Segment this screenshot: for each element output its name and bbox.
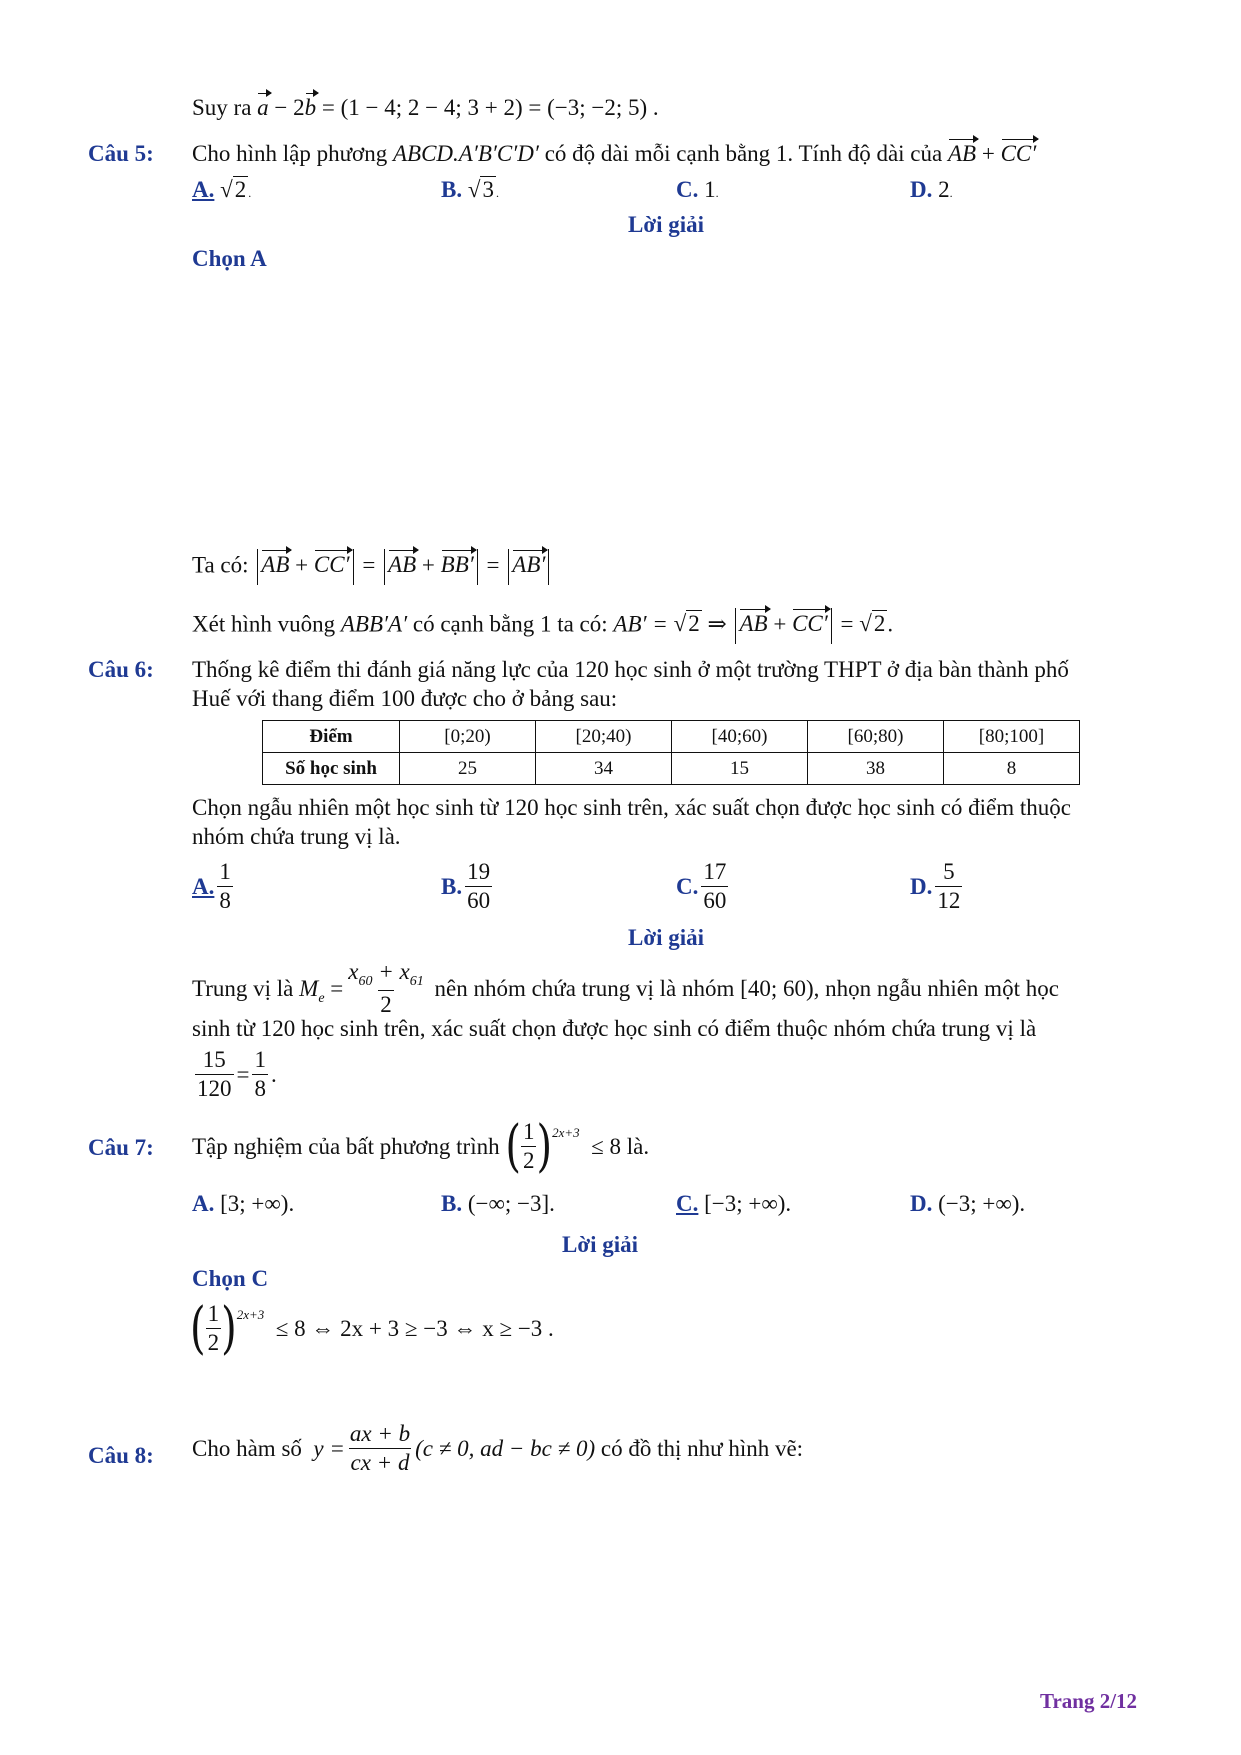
q6-sol-den: 2 (380, 992, 392, 1017)
q7-option-b (441, 1191, 555, 1217)
q6-option-a (192, 858, 236, 915)
q5-option-a-letter: A. (192, 177, 215, 202)
q7-exponent: 2x+3 (552, 1124, 580, 1140)
q5-step2-ab: AB′ = (613, 611, 668, 637)
q6-option-c-num: 17 (703, 859, 727, 884)
score-table (262, 720, 1080, 785)
table-row (263, 721, 1080, 753)
q5-step2-square: ABB′A′ (340, 611, 408, 637)
q5-option-b-sqrt: √3 (467, 177, 494, 202)
q7-option-d-value: (−3; +∞). (938, 1191, 1026, 1216)
q5-step2-prefix: Xét hình vuông (192, 611, 336, 637)
vector-a: a (257, 95, 269, 120)
q6-question2: nhóm chứa trung vị là. (192, 824, 401, 849)
q5-step1-prefix: Ta có: (192, 552, 249, 578)
table-cell: [60;80) (808, 721, 944, 753)
q6-sol-mid: nên nhóm chứa trung vị là nhóm (434, 975, 735, 1001)
q6-option-c (676, 858, 731, 915)
q7-label: Câu 7: (88, 1135, 154, 1160)
q6-option-d-letter: D. (910, 873, 933, 899)
table-cell: [80;100] (944, 721, 1080, 753)
table-cell: 34 (536, 753, 672, 785)
q5-step2-v1: AB (739, 611, 768, 637)
q6-sol-prefix: Trung vị là (192, 975, 294, 1001)
q6-option-b-letter: B. (441, 873, 463, 899)
q5-step2-root: 2 (688, 611, 700, 637)
q7-option-c-value: [−3; +∞). (704, 1191, 792, 1216)
q6-line2: Huế với thang điểm 100 được cho ở bảng sau: (192, 686, 618, 711)
table-cell: 15 (672, 753, 808, 785)
q6-sol-after: , nhọn ngẫu nhiên một học (813, 975, 1059, 1001)
q5-option-a-suffix: . (248, 186, 252, 200)
q7-text-main: Tập nghiệm của bất phương trình (192, 1133, 500, 1159)
q5-option-b-value: 3 (482, 177, 494, 202)
q5-text-b: có độ dài mỗi cạnh bằng (544, 141, 771, 166)
q8-text (192, 1420, 803, 1477)
q5-option-a (192, 177, 251, 203)
q7-solution: ( $\frac{1}{2}$ ) 2x+3 ≤ 8 ⇔ 2x + 3 ≥ −3 ⇔ x ≥ −3 . (190, 1296, 554, 1361)
q5-vec-cc: CC′ (1000, 141, 1037, 166)
q6-sol-f2-num: 1 (254, 1047, 266, 1072)
q7-sol-rest: ≤ 8 ⇔ 2x + 3 ≥ −3 ⇔ x ≥ −3 . (275, 1315, 554, 1341)
q5-chosen: Chọn A (192, 246, 267, 271)
q6-solution-line1: Trung vị là $M_e$ = $\frac{x_{60} + x_{61}}{2}$ nên nhóm chứa trung vị là nhóm [40; 60) , nhọn ngẫu nhiên một học (192, 959, 1059, 1017)
q8-text-main: Cho hàm số (192, 1435, 302, 1461)
q6-option-a-num: 1 (219, 859, 231, 884)
q5-step2: Xét hình vuông ABB′A′ có cạnh bằng 1 ta có: AB′ = √2 ⇒ AB + CC′ = √2. (192, 608, 893, 644)
q5-plus: + (981, 141, 995, 166)
q5-text (192, 141, 1036, 167)
q8-cond: (c ≠ 0, ad − bc ≠ 0) (415, 1435, 596, 1461)
q7-solution-title: Lời giải (562, 1232, 638, 1257)
q5-vec-ab: AB (947, 141, 977, 166)
q7-base-num: 1 (522, 1119, 535, 1144)
q5-cube: ABCD.A′B′C′D′ (392, 141, 539, 166)
q6-sol-num-a-sub: 60 (358, 974, 373, 989)
intro-middle: − 2 (274, 95, 305, 120)
table-header-students: Số học sinh (263, 753, 400, 785)
table-header-score: Điểm (263, 721, 400, 753)
q7-chosen: Chọn C (192, 1266, 269, 1291)
q5-option-a-value: 2 (234, 177, 247, 202)
q5-option-a-sqrt: √2 (220, 177, 247, 202)
q5-step1-v5: AB′ (512, 552, 546, 578)
q5-option-c-letter: C. (676, 177, 699, 202)
q6-sol-me: M (299, 975, 319, 1001)
table-row (263, 753, 1080, 785)
q5-text-c: . Tính độ dài của (787, 141, 943, 166)
q6-sol-num-b: x (399, 959, 410, 984)
q6-sol-num-plus: + (378, 959, 394, 984)
q6-option-a-letter: A. (192, 873, 215, 899)
q6-option-d (910, 858, 965, 915)
table-cell: 25 (400, 753, 536, 785)
q7-text: Tập nghiệm của bất phương trình ( $\frac{1}{2}$ ) 2x+3 ≤ 8 là. (192, 1114, 650, 1179)
q5-step2-v2: CC′ (792, 611, 828, 637)
q5-option-b-suffix: . (495, 186, 499, 200)
q8-rest: có đồ thị như hình vẽ: (600, 1435, 804, 1461)
q5-step1-v1: AB (261, 552, 290, 578)
q5-edge: 1 (775, 141, 788, 166)
q5-step1-v2: CC′ (313, 552, 350, 578)
q7-sol-base-den: 2 (207, 1330, 220, 1355)
q5-step2-end: . (887, 611, 894, 637)
q8-y: y = (313, 1435, 345, 1461)
q5-option-c (676, 177, 719, 203)
q7-option-a-value: [3; +∞). (220, 1191, 295, 1216)
table-cell: [40;60) (672, 721, 808, 753)
q6-label: Câu 6: (88, 657, 154, 682)
q6-option-c-den: 60 (703, 888, 727, 913)
q8-num: ax + b (349, 1421, 411, 1446)
q5-step1-v3: AB (388, 552, 417, 578)
q5-option-c-suffix: . (715, 186, 719, 200)
q6-option-b (441, 858, 495, 915)
q7-option-a (192, 1191, 294, 1217)
table-cell: [20;40) (536, 721, 672, 753)
q6-sol-me-sub: e (318, 990, 325, 1006)
q7-option-c-letter: C. (676, 1191, 699, 1216)
q5-option-c-value: 1 (704, 177, 716, 202)
page-number: Trang 2/12 (1040, 1689, 1138, 1713)
q7-sol-exponent: 2x+3 (236, 1306, 265, 1322)
q5-option-d-letter: D. (910, 177, 933, 202)
q6-option-b-num: 19 (467, 859, 491, 884)
q5-step2-end-root: 2 (873, 611, 886, 637)
q6-sol-f1-num: 15 (202, 1047, 226, 1072)
q6-line1: Thống kê điểm thi đánh giá năng lực của 120 học sinh ở một trường THPT ở địa bàn thành phố (192, 657, 1069, 682)
q5-step2-mid: có cạnh bằng 1 ta có: (412, 611, 608, 637)
q5-option-b (441, 177, 499, 203)
q7-ineq: ≤ 8 là. (591, 1133, 650, 1159)
q5-label: Câu 5: (88, 141, 154, 166)
table-cell: 8 (944, 753, 1080, 785)
q6-option-d-den: 12 (937, 888, 961, 913)
q5-solution-title: Lời giải (628, 212, 704, 237)
q6-sol-group: [40; 60) (740, 975, 814, 1001)
q6-option-b-den: 60 (467, 888, 491, 913)
q6-option-d-num: 5 (943, 859, 955, 884)
q6-solution-line2: sinh từ 120 học sinh trên, xác suất chọn được học sinh có điểm thuộc nhóm chứa trung vị là (192, 1016, 1037, 1041)
q5-option-d-suffix: . (949, 186, 953, 200)
q7-option-d (910, 1191, 1025, 1217)
vector-b: b (304, 95, 317, 120)
table-cell: 38 (808, 753, 944, 785)
q6-option-c-letter: C. (676, 873, 699, 899)
q6-option-a-den: 8 (219, 888, 231, 913)
q5-option-b-letter: B. (441, 177, 463, 202)
q7-option-b-value: (−∞; −3]. (467, 1191, 555, 1216)
q6-sol-num-a: x (348, 959, 359, 984)
q8-den: cx + d (350, 1450, 410, 1475)
intro-prefix: Suy ra (192, 95, 252, 120)
q7-option-d-letter: D. (910, 1191, 933, 1216)
intro-result: = (1 − 4; 2 − 4; 3 + 2) = (−3; −2; 5) . (321, 95, 659, 120)
q5-option-d-value: 2 (938, 177, 950, 202)
q6-sol-f1-den: 120 (197, 1076, 232, 1101)
q5-text-a: Cho hình lập phương (192, 141, 388, 166)
q5-step1-v4: BB′ (440, 552, 474, 578)
q5-option-d (910, 177, 953, 203)
table-cell: [0;20) (400, 721, 536, 753)
q6-sol-f2-den: 8 (254, 1076, 266, 1101)
q5-step1: Ta có: AB + CC′ = AB + BB′ = AB′ (192, 549, 552, 585)
intro-line (192, 95, 659, 121)
q7-sol-base-num: 1 (207, 1301, 220, 1326)
q6-solution-line3: $\frac{15}{120}$ = $\frac{1}{8}$ . (197, 1047, 277, 1101)
q7-option-c (676, 1191, 791, 1217)
q7-option-a-letter: A. (192, 1191, 215, 1216)
q8-label: Câu 8: (88, 1443, 154, 1468)
q6-question1: Chọn ngẫu nhiên một học sinh từ 120 học sinh trên, xác suất chọn được học sinh có điểm thuộc (192, 795, 1071, 820)
q7-base-den: 2 (522, 1148, 535, 1173)
q5-step2-arrow: ⇒ (707, 611, 727, 637)
q6-solution-title: Lời giải (628, 925, 704, 950)
q6-sol-num-b-sub: 61 (409, 974, 424, 989)
q7-option-b-letter: B. (441, 1191, 463, 1216)
